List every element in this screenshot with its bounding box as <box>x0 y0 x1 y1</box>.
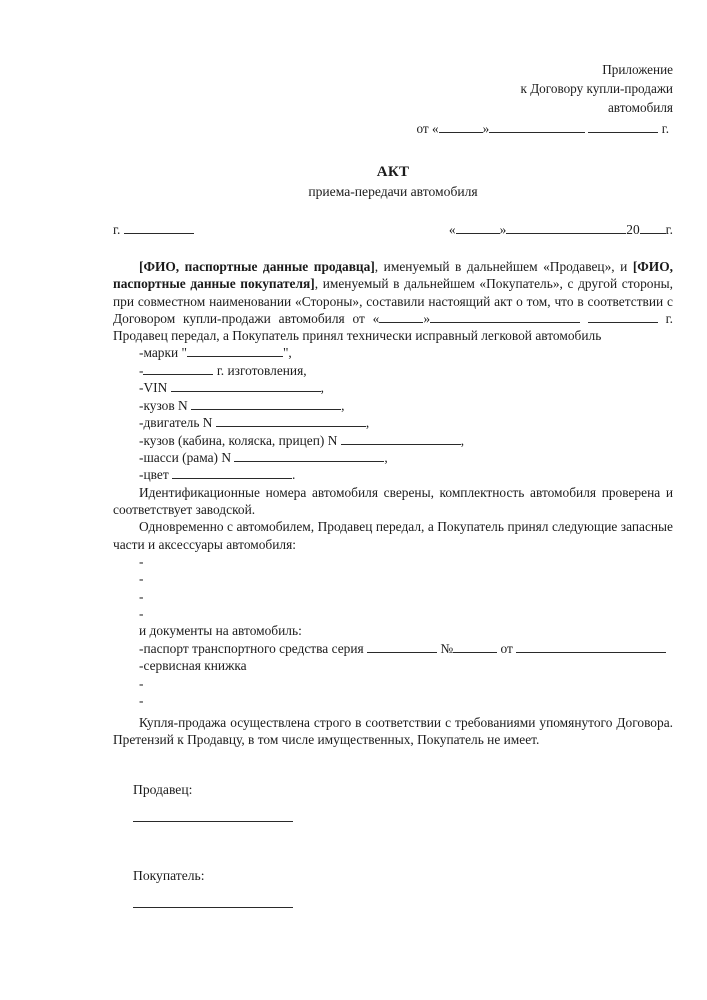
marka-blank[interactable] <box>187 356 283 357</box>
pts-number-label: № <box>437 640 454 656</box>
contract-quote-close: » <box>423 310 431 326</box>
chassis-blank[interactable] <box>234 461 384 462</box>
header-contract-date <box>113 119 673 138</box>
color-label: -цвет <box>139 467 173 483</box>
header-month-blank[interactable] <box>489 132 585 133</box>
chassis-after: , <box>384 449 388 465</box>
date-year-blank[interactable] <box>640 233 666 234</box>
spare-parts-blank-list <box>113 553 673 623</box>
engine-n-after: , <box>365 415 370 431</box>
date-year-suffix: г. <box>665 222 673 237</box>
header-line-3: автомобиля <box>607 100 673 115</box>
header-appendix-block <box>113 60 673 138</box>
pts-series-blank[interactable] <box>367 652 437 653</box>
signature-buyer-block <box>113 868 673 908</box>
list-item-engine-n <box>139 414 673 431</box>
year-label: - <box>139 362 144 378</box>
engine-n-label: -двигатель N <box>139 415 216 431</box>
document-title: АКТ <box>376 164 410 180</box>
contract-day-blank[interactable] <box>379 322 423 323</box>
car-attributes-list <box>113 344 673 483</box>
identification-paragraph: Идентификационные номера автомобиля сверены, комплектность автомобиля проверена и соответствует заводской. <box>113 484 673 518</box>
signature-buyer-label: Покупатель: <box>133 868 205 884</box>
pts-date-blank[interactable] <box>516 652 666 653</box>
body-cabin-label: -кузов (кабина, коляска, прицеп) N <box>139 432 341 448</box>
pts-label: -паспорт транспортного средства серия <box>139 640 368 656</box>
header-line-2: к Договору купли-продажи <box>520 81 673 96</box>
list-item-service-book: -сервисная книжка <box>139 658 247 674</box>
header-year-suffix: г. <box>661 121 669 136</box>
vin-blank[interactable] <box>171 391 321 392</box>
list-item[interactable]: - <box>139 693 144 709</box>
header-day-blank[interactable] <box>439 132 483 133</box>
signing-date-field <box>449 222 673 238</box>
signature-buyer-line[interactable] <box>133 906 293 908</box>
pts-date-label: от <box>497 640 517 656</box>
signature-spacer <box>113 822 673 850</box>
kuzov-n-blank[interactable] <box>191 409 341 410</box>
city-blank[interactable] <box>124 233 194 234</box>
final-paragraph: Купля-продажа осуществлена строго в соответствии с требованиями упомянутого Договора. Претензий к Продавцу, в том числе имущественных, Покупатель не имеет. <box>113 714 673 747</box>
list-item-marka <box>139 344 673 361</box>
seller-after-text: , именуемый в дальнейшем «Продавец», и <box>374 259 628 274</box>
signature-seller-block <box>113 782 673 822</box>
kuzov-n-label: -кузов N <box>139 397 192 413</box>
header-quote-close: » <box>482 121 490 136</box>
list-item-body-cabin-n <box>139 432 673 449</box>
buyer-placeholder: [ФИО, паспортные данные покупателя] <box>113 259 673 292</box>
date-day-blank[interactable] <box>456 233 500 234</box>
intro-paragraph <box>113 258 673 344</box>
list-item[interactable]: - <box>139 553 144 569</box>
date-month-blank[interactable] <box>506 233 626 234</box>
list-item-chassis-n <box>139 449 673 466</box>
header-quote-open: « <box>432 121 439 136</box>
engine-n-blank[interactable] <box>216 426 366 427</box>
buyer-after-text: , именуемый в дальнейшем «Покупатель», с другой стороны, при совместном наименовании «Стороны», составили настоящий акт о том, что в соответствии с Договором купли-продажи автомобиля от <box>113 276 673 326</box>
color-after: . <box>292 467 296 483</box>
list-item-year <box>139 362 673 379</box>
year-after: г. изготовления, <box>213 362 307 378</box>
spares-paragraph: Одновременно с автомобилем, Продавец передал, а Покупатель принял следующие запасные части и аксессуары автомобиля: <box>113 519 673 552</box>
marka-label: -марки " <box>139 345 187 361</box>
date-quote-open: « <box>448 222 456 237</box>
list-item-pts <box>139 640 673 657</box>
city-date-row <box>113 222 673 238</box>
vin-after: , <box>320 380 324 396</box>
header-line-1: Приложение <box>602 62 673 77</box>
list-item-color <box>139 466 673 483</box>
city-prefix: г. <box>113 222 121 237</box>
city-field <box>113 222 194 238</box>
marka-after: ", <box>282 345 292 361</box>
documents-intro: и документы на автомобиль: <box>139 623 302 639</box>
document-subtitle: приема-передачи автомобиля <box>308 184 478 199</box>
contract-quote-open: « <box>372 310 380 326</box>
year-blank[interactable] <box>143 374 213 375</box>
date-quote-close: » <box>499 222 507 237</box>
date-year-prefix: 20 <box>626 222 640 237</box>
list-item-vin <box>139 379 673 396</box>
contract-year-blank[interactable] <box>588 322 658 323</box>
list-item[interactable]: - <box>139 588 144 604</box>
signature-seller-label: Продавец: <box>133 782 193 798</box>
document-content <box>113 60 673 908</box>
kuzov-n-after: , <box>341 397 345 413</box>
intro-tail-text: г. Продавец передал, а Покупатель принял технически исправный легковой автомобиль <box>113 310 673 344</box>
list-item[interactable]: - <box>139 675 144 691</box>
documents-list <box>113 622 673 709</box>
header-year-blank[interactable] <box>588 132 658 133</box>
header-date-prefix: от <box>416 121 429 136</box>
body-cabin-after: , <box>460 432 465 448</box>
vin-label: -VIN <box>139 380 171 396</box>
pts-number-blank[interactable] <box>453 652 497 653</box>
list-item[interactable]: - <box>139 606 144 622</box>
list-item-kuzov-n <box>139 397 673 414</box>
body-cabin-blank[interactable] <box>341 444 461 445</box>
seller-placeholder: [ФИО, паспортные данные продавца] <box>139 259 375 274</box>
list-item[interactable]: - <box>139 571 144 587</box>
contract-month-blank[interactable] <box>430 322 580 323</box>
chassis-label: -шасси (рама) N <box>139 449 235 465</box>
color-blank[interactable] <box>172 478 292 479</box>
